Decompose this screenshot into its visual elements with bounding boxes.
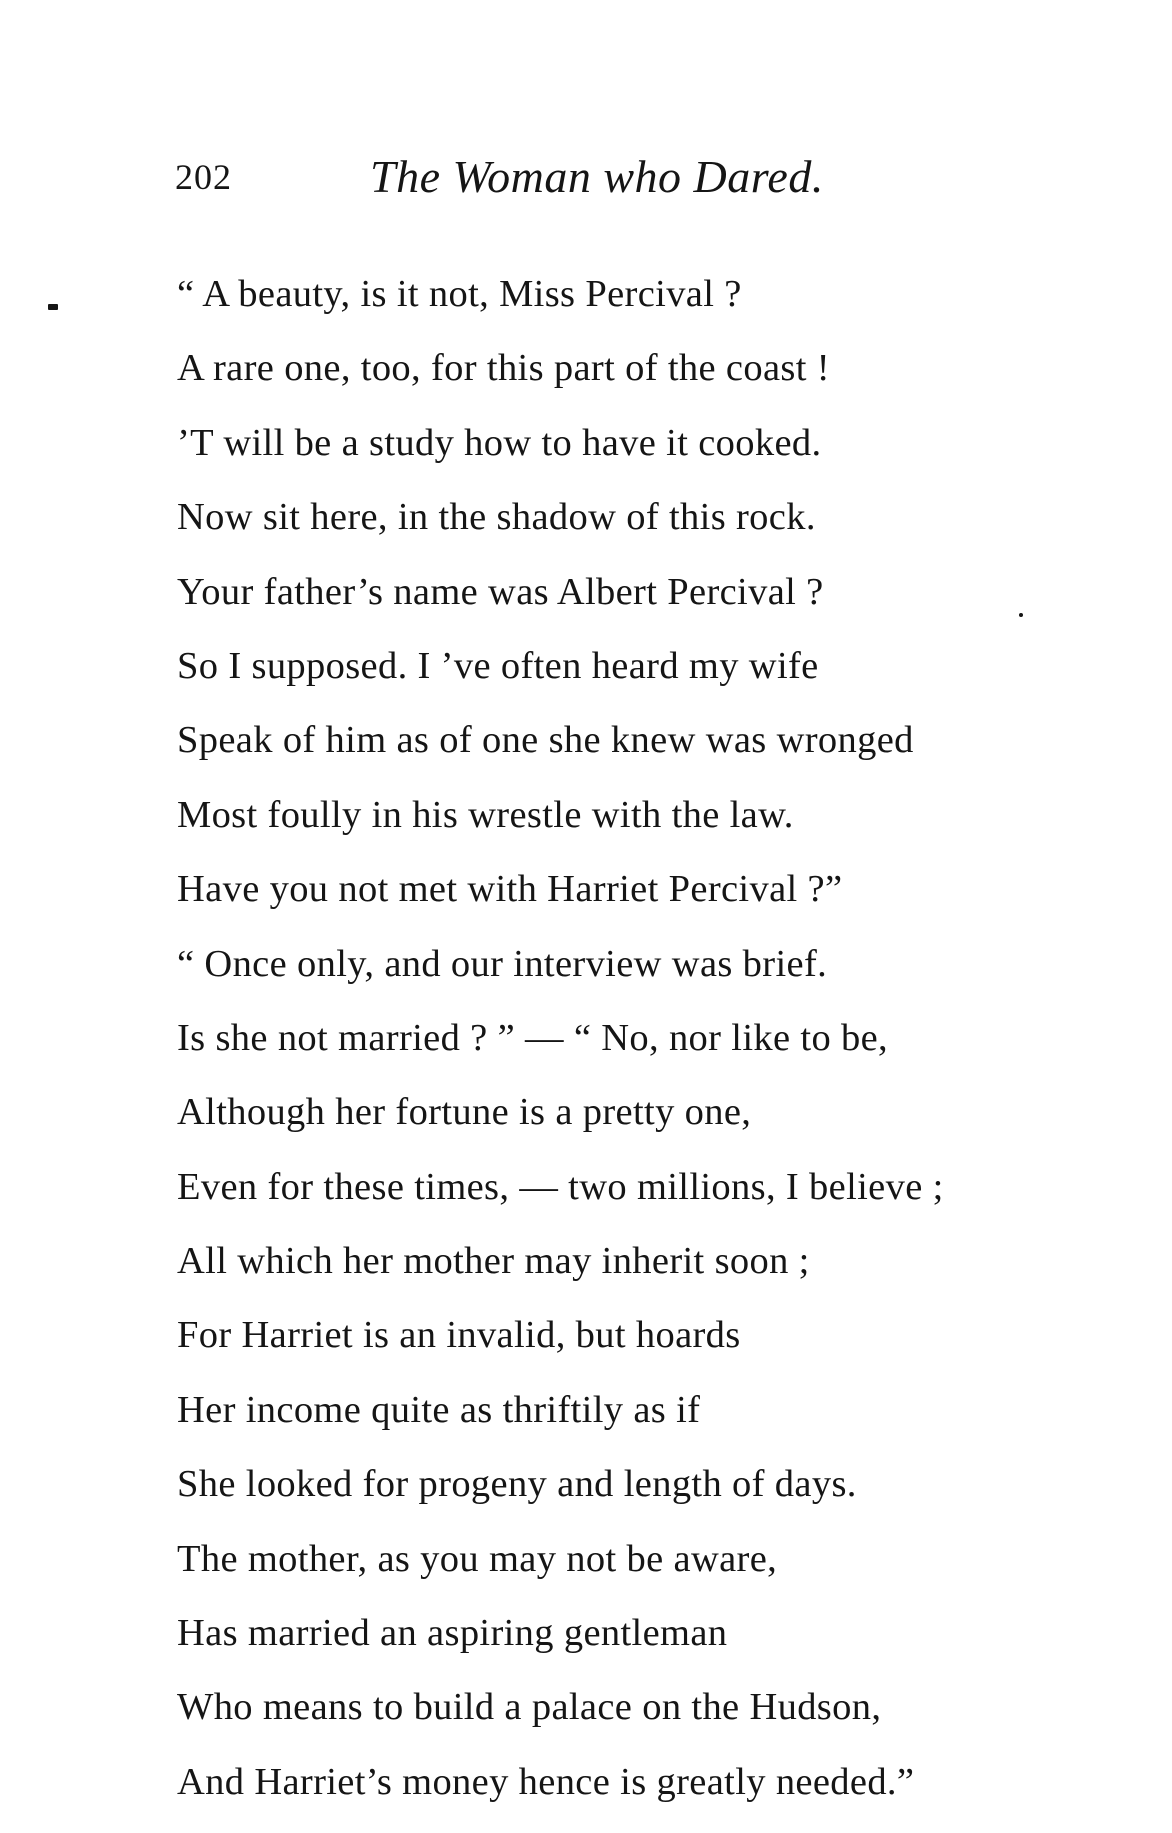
poem-line: Now sit here, in the shadow of this rock. — [177, 496, 816, 539]
stray-ink-mark — [48, 304, 58, 310]
poem-line: Most foully in his wrestle with the law. — [177, 793, 794, 836]
poem-line: Even for these times, — two millions, I believe ; — [177, 1165, 944, 1208]
poem-line: Who means to build a palace on the Hudson, — [177, 1686, 882, 1729]
page-number: 202 — [175, 157, 232, 197]
poem-line: “ Once only, and our interview was brief. — [177, 942, 828, 985]
poem-line: Her income quite as thriftily as if — [177, 1388, 701, 1431]
poem-line: The mother, as you may not be aware, — [177, 1537, 778, 1580]
running-title: The Woman who Dared. — [370, 151, 824, 202]
poem-line: ’T will be a study how to have it cooked. — [177, 421, 822, 464]
poem-line: Have you not met with Harriet Percival ?” — [177, 868, 843, 911]
page-header — [175, 150, 935, 210]
poem-line: For Harriet is an invalid, but hoards — [177, 1314, 741, 1357]
poem-line: So I supposed. I ’ve often heard my wife — [177, 644, 819, 687]
poem-line: Your father’s name was Albert Percival ? — [177, 570, 824, 613]
poem-line: All which her mother may inherit soon ; — [177, 1240, 810, 1283]
poem-line: “ A beauty, is it not, Miss Percival ? — [177, 273, 742, 315]
poem-line: A rare one, too, for this part of the coast ! — [177, 347, 830, 390]
poem-line: Has married an aspiring gentleman — [177, 1612, 728, 1655]
poem-line: Speak of him as of one she knew was wronged — [177, 719, 914, 762]
poem-line: Although her fortune is a pretty one, — [177, 1091, 752, 1134]
poem-line: And Harriet’s money hence is greatly needed.” — [177, 1760, 915, 1803]
poem-line: She looked for progeny and length of days. — [177, 1463, 857, 1506]
poem-line: Is she not married ? ” — “ No, nor like to be, — [177, 1016, 889, 1059]
poem-text — [177, 266, 1097, 1828]
